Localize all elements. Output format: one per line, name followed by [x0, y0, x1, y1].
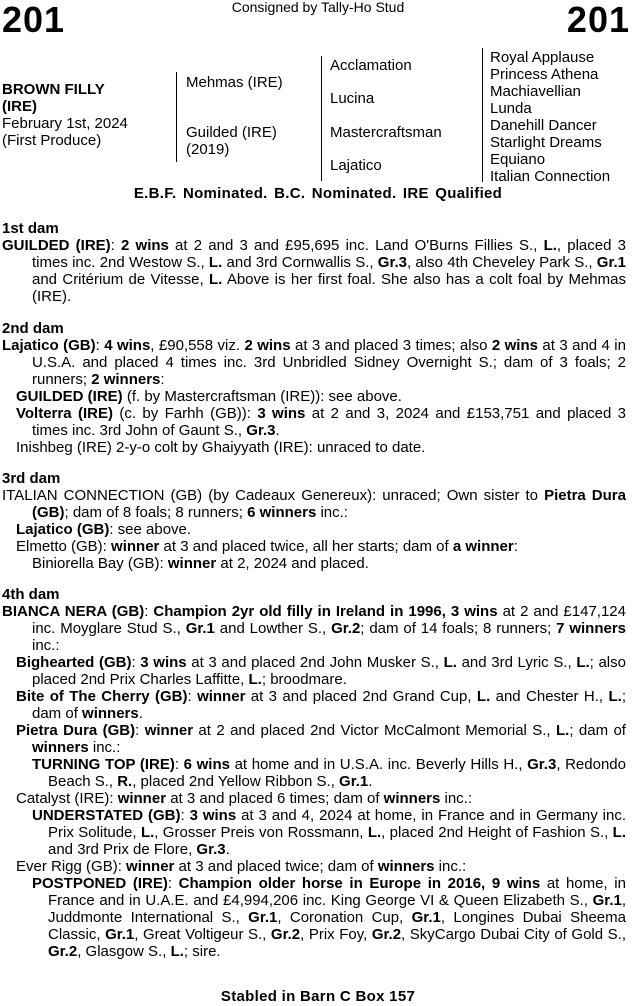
sire-sire: Acclamation [330, 57, 412, 74]
sire: Mehmas (IRE) [186, 74, 283, 91]
second-dam-section [2, 337, 626, 456]
gen3-item: Equiano [490, 151, 546, 168]
dam: Guilded (IRE) [186, 124, 277, 141]
horse-description [2, 81, 128, 149]
third-dam-section [2, 487, 626, 572]
gen3-list [490, 49, 610, 185]
produce-item: UNDERSTATED (GB): 3 wins at 3 and 4, 2024 at home, in France and in Germany inc. Prix Solitude, L., Grosser Preis von Rossmann, L., placed 2nd Height of Fashion S., L. and 3rd Prix de Flore, Gr.3. [32, 807, 626, 858]
gen3-item: Machiavellian [490, 83, 581, 100]
stabling-info: Stabled in Barn C Box 157 [220, 988, 416, 1005]
produce-item: POSTPONED (IRE): Champion older horse in Europe in 2016, 9 wins at home, in France and in U.A.E. and £4,994,206 inc. King George VI & Queen Elizabeth S., Gr.1, Juddmonte International S., Gr.1, Coronation Cup, Gr.1, Longines Dubai Sheema Classic, Gr.1, Great Voltigeur S., Gr.2, Prix Foy, Gr.2, SkyCargo Dubai City of Gold S., Gr.2, Glasgow S., L.; sire. [32, 875, 627, 960]
second-dam-heading: 2nd dam [2, 320, 64, 337]
produce-note: (First Produce) [2, 132, 102, 149]
produce-item: Inishbeg (IRE) 2-y-o colt by Ghaiyyath (IRE): unraced to date. [16, 439, 426, 456]
fourth-dam-text: BIANCA NERA (GB): Champion 2yr old filly in Ireland in 1996, 3 wins at 2 and £147,124 inc. Moyglare Stud S., Gr.1 and Lowther S., Gr.2; dam of 14 foals; 8 runners; 7 winners inc.: [2, 603, 626, 654]
produce-item: Volterra (IRE) (c. by Farhh (GB)): 3 wins at 2 and 3, 2024 and £153,751 and placed 3 times inc. 3rd John of Gaunt S., Gr.3. [16, 405, 627, 439]
first-dam-text: GUILDED (IRE): 2 wins at 2 and 3 and £95,695 inc. Land O'Burns Fillies S., L., placed 3 times inc. 2nd Westow S., L. and 3rd Cornwallis S., Gr.3, also 4th Cheveley Park S., Gr.1 and Critérium de Vitesse, L. Above is her first foal. She also has a colt foal by Mehmas (IRE). [2, 237, 626, 305]
gen3-item: Princess Athena [490, 66, 599, 83]
pedigree-line-3 [482, 48, 483, 182]
third-dam-text: ITALIAN CONNECTION (GB) (by Cadeaux Genereux): unraced; Own sister to Pietra Dura (GB); dam of 8 foals; 8 runners; 6 winners inc.: [2, 487, 626, 521]
produce-item: Catalyst (IRE): winner at 3 and placed 6 times; dam of winners inc.: [16, 790, 473, 807]
gen3-item: Italian Connection [490, 168, 611, 185]
sire-dam: Lucina [330, 90, 375, 107]
gen3-item: Danehill Dancer [490, 117, 597, 134]
horse-sex: BROWN FILLY [2, 81, 105, 98]
pedigree-line-1 [176, 72, 177, 162]
gen3-item: Royal Applause [490, 49, 595, 66]
produce-item: Bite of The Cherry (GB): winner at 3 and placed 2nd Grand Cup, L. and Chester H., L.; dam of winners. [16, 688, 626, 722]
consignor: Consigned by Tally-Ho Stud [231, 0, 405, 15]
gen3-item: Starlight Dreams [490, 134, 602, 151]
produce-item: GUILDED (IRE) (f. by Mastercraftsman (IRE)): see above. [16, 388, 402, 405]
dam-year: (2019) [186, 141, 230, 158]
produce-item: Biniorella Bay (GB): winner at 2, 2024 and placed. [32, 555, 369, 572]
first-dam-section [2, 237, 626, 305]
produce-item: Lajatico (GB): see above. [16, 521, 192, 538]
gen3-item: Lunda [490, 100, 532, 117]
produce-item: Bighearted (GB): 3 wins at 3 and placed 2nd John Musker S., L. and 3rd Lyric S., L.; also placed 2nd Prix Charles Laffitte, L.; broodmare. [16, 654, 626, 688]
lot-number-left: 201 [2, 0, 66, 40]
first-dam-heading: 1st dam [2, 220, 59, 237]
horse-origin: (IRE) [2, 98, 37, 115]
dam-sire: Mastercraftsman [330, 124, 442, 141]
second-dam-text: Lajatico (GB): 4 wins, £90,558 viz. 2 wins at 3 and placed 3 times; also 2 wins at 3 and 4 in U.S.A. and placed 4 times inc. 3rd Unbridled Sidney Overnight S.; dam of 3 foals; 2 runners; 2 winners: [2, 337, 626, 388]
produce-item: Elmetto (GB): winner at 3 and placed twice, all her starts; dam of a winner: [16, 538, 518, 555]
produce-item: Ever Rigg (GB): winner at 3 and placed twice; dam of winners inc.: [16, 858, 467, 875]
lot-number-right: 201 [566, 0, 630, 40]
dam-dam: Lajatico [330, 157, 382, 174]
third-dam-heading: 3rd dam [2, 470, 61, 487]
pedigree-line-2 [321, 56, 322, 181]
fourth-dam-heading: 4th dam [2, 586, 60, 603]
nominations: E.B.F. Nominated. B.C. Nominated. IRE Qualified [133, 185, 503, 202]
fourth-dam-section [2, 603, 626, 960]
produce-item: TURNING TOP (IRE): 6 wins at home and in U.S.A. inc. Beverly Hills H., Gr.3, Redondo Beach S., R., placed 2nd Yellow Ribbon S., Gr.1. [32, 756, 626, 790]
produce-item: Pietra Dura (GB): winner at 2 and placed 2nd Victor McCalmont Memorial S., L.; dam of winners inc.: [16, 722, 626, 756]
foaling-date: February 1st, 2024 [2, 115, 128, 132]
